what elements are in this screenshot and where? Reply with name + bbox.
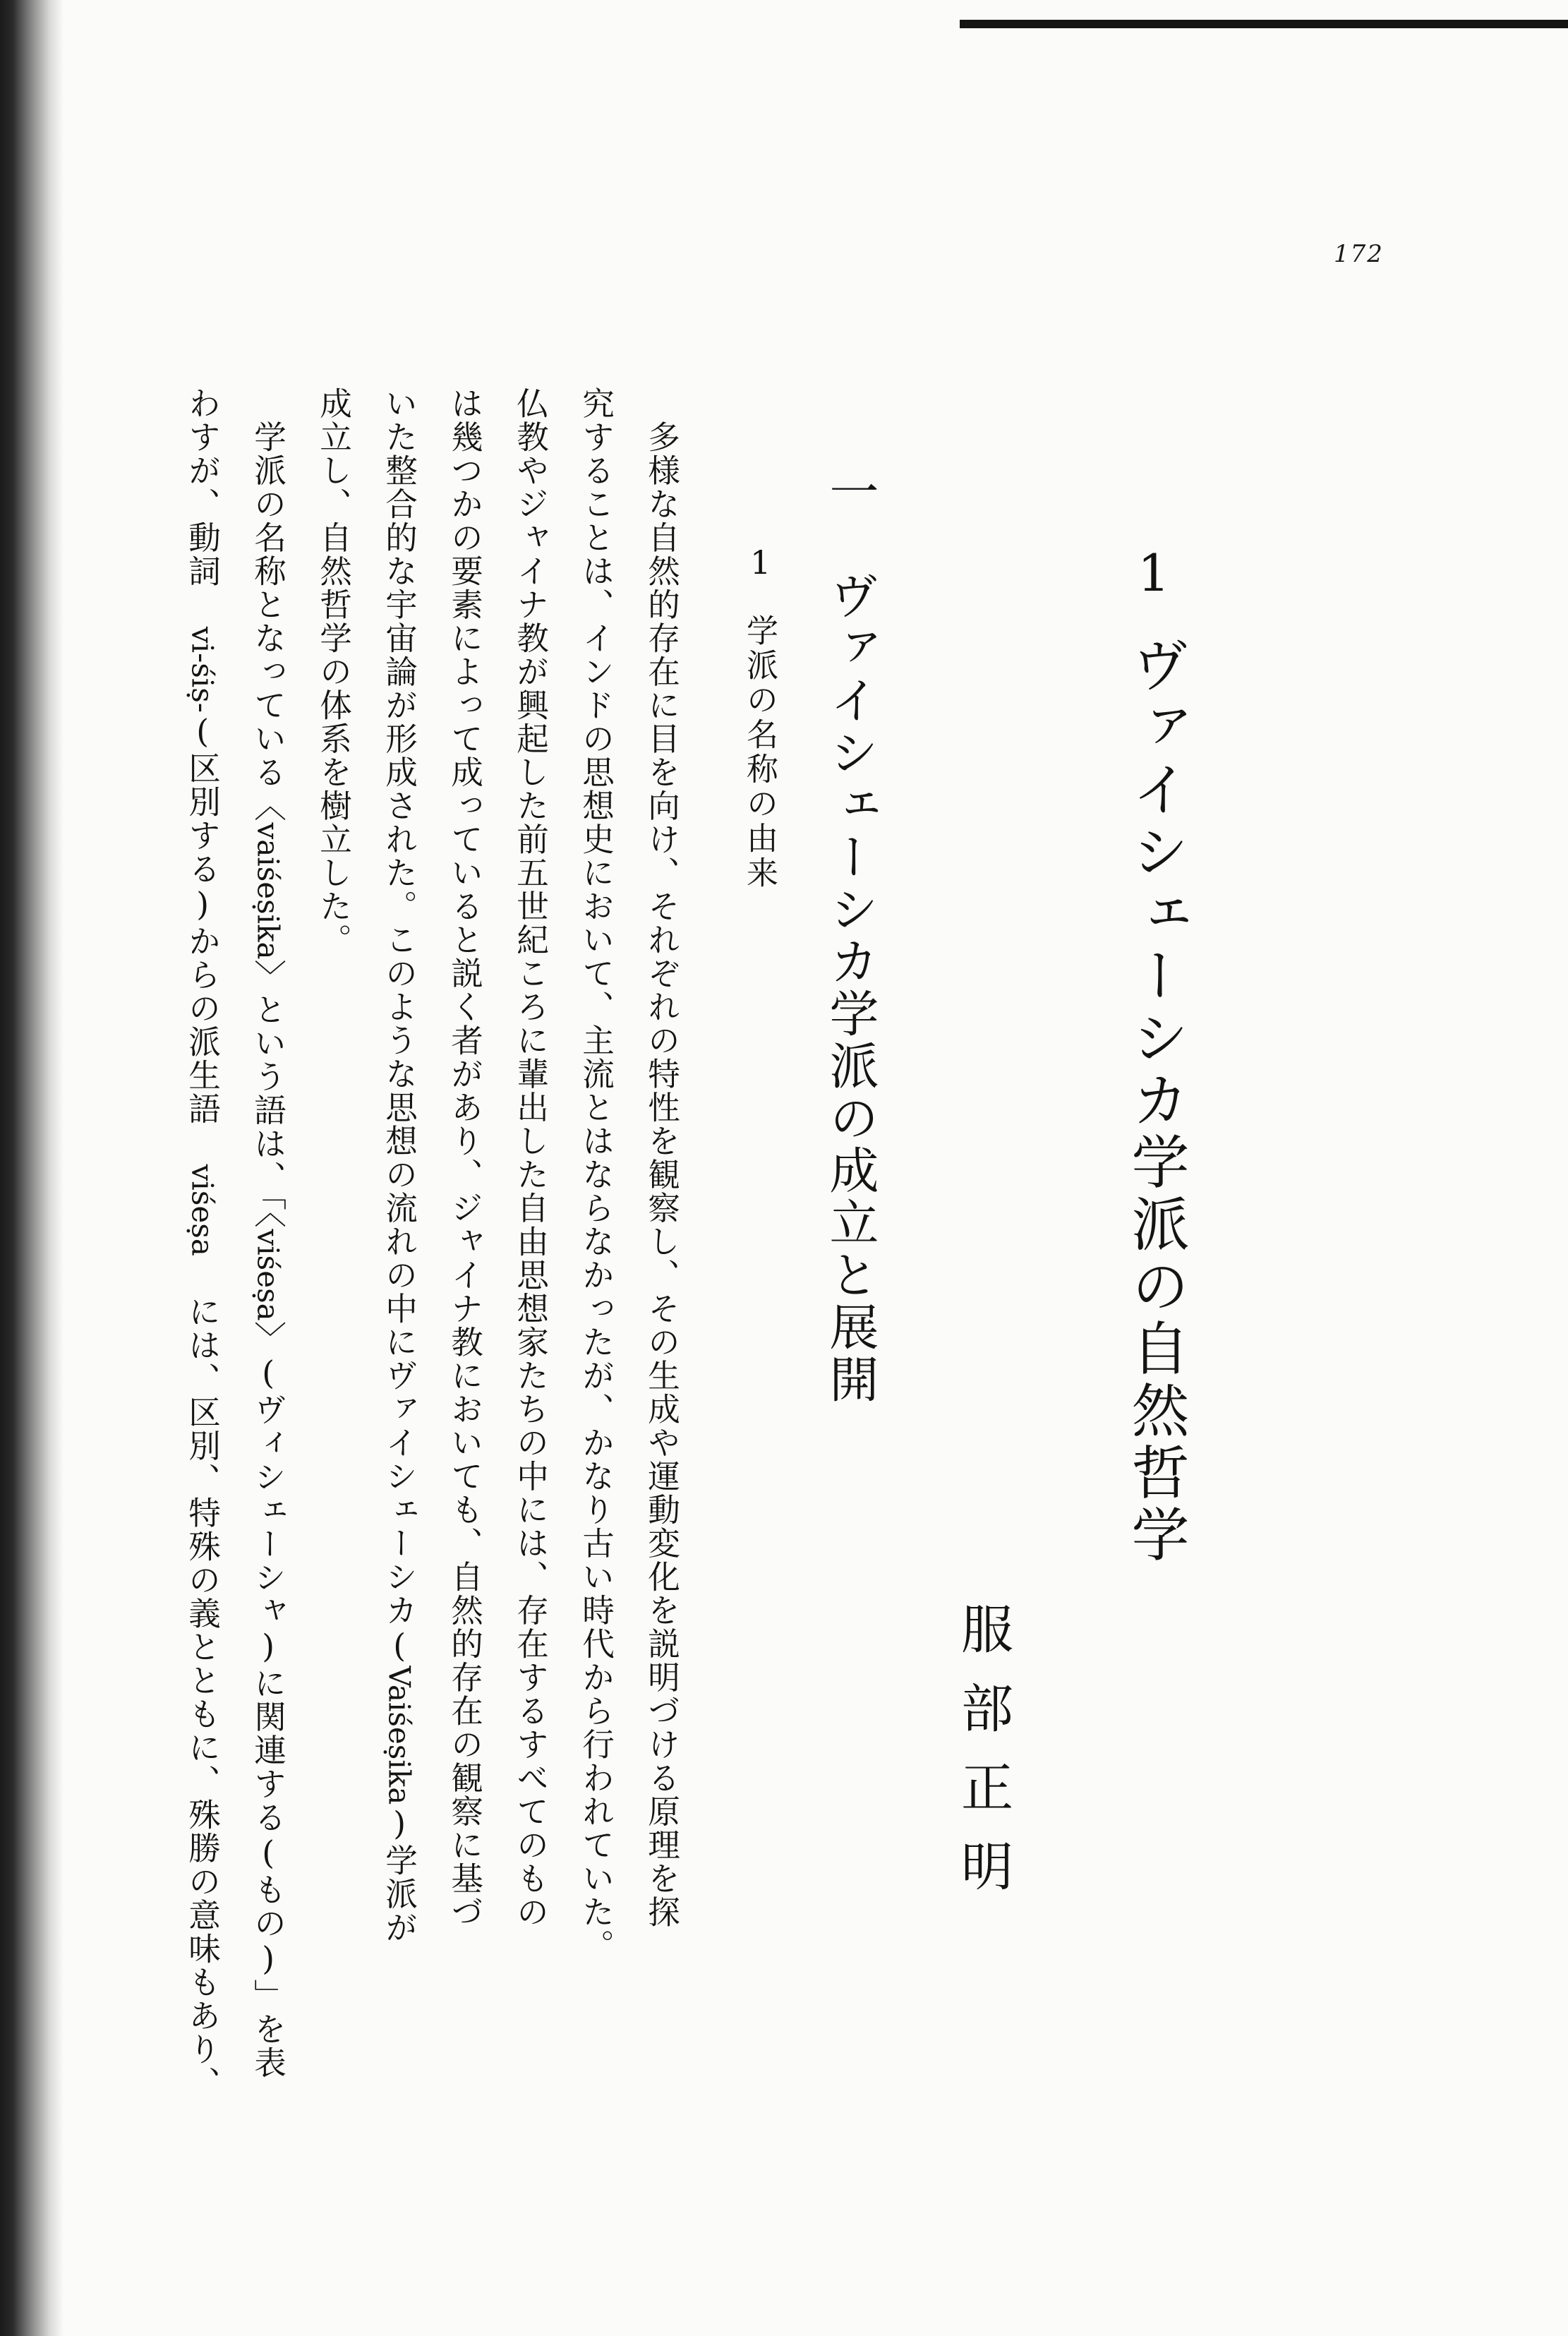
author-name: 服部正明 <box>953 1602 1013 1918</box>
page-number: 172 <box>1334 240 1384 268</box>
subsection-heading: 学派の名称の由来 <box>741 614 778 891</box>
body-line-5: いた整合的な宇宙論が形成された。このような思想の流れの中にヴァイシェーシカ(Vaiśeṣika)学派が <box>380 387 418 1944</box>
body-line-7: 学派の名称となっている〈vaiśeṣika〉という語は、「〈viśeṣa〉(ヴィシェーシャ)に関連する(もの)」を表 <box>249 387 287 2080</box>
chapter-title: ヴァイシェーシカ学派の自然哲学 <box>1122 635 1189 1567</box>
body-line-4: は幾つかの要素によって成っていると説く者があり、ジャイナ教においても、自然的存在の観察に基づ <box>446 387 484 1929</box>
body-line-3: 仏教やジャイナ教が興起した前五世紀ころに輩出した自由思想家たちの中には、存在するすべてのもの <box>512 387 550 1929</box>
chapter-number: 1 <box>1138 543 1170 603</box>
body-line-8: わすが、動詞 vi-śiṣ-(区別する)からの派生語 viśeṣa には、区別、特殊の義とともに、殊勝の意味もあり、 <box>183 387 222 2100</box>
binding-gutter-shadow <box>0 0 64 2336</box>
body-line-1: 多様な自然的存在に目を向け、それぞれの特性を観察し、その生成や運動変化を説明づける原理を探 <box>643 387 681 1929</box>
body-line-6: 成立し、自然哲学の体系を樹立した。 <box>315 387 353 957</box>
section-heading: 一 ヴァイシェーシカ学派の成立と展開 <box>821 466 879 1406</box>
subsection-number: 1 <box>750 543 771 582</box>
top-edge-rule <box>960 20 1568 28</box>
body-line-2: 究することは、インドの思想史において、主流とはならなかったが、かなり古い時代から行われていた。 <box>577 387 615 1963</box>
